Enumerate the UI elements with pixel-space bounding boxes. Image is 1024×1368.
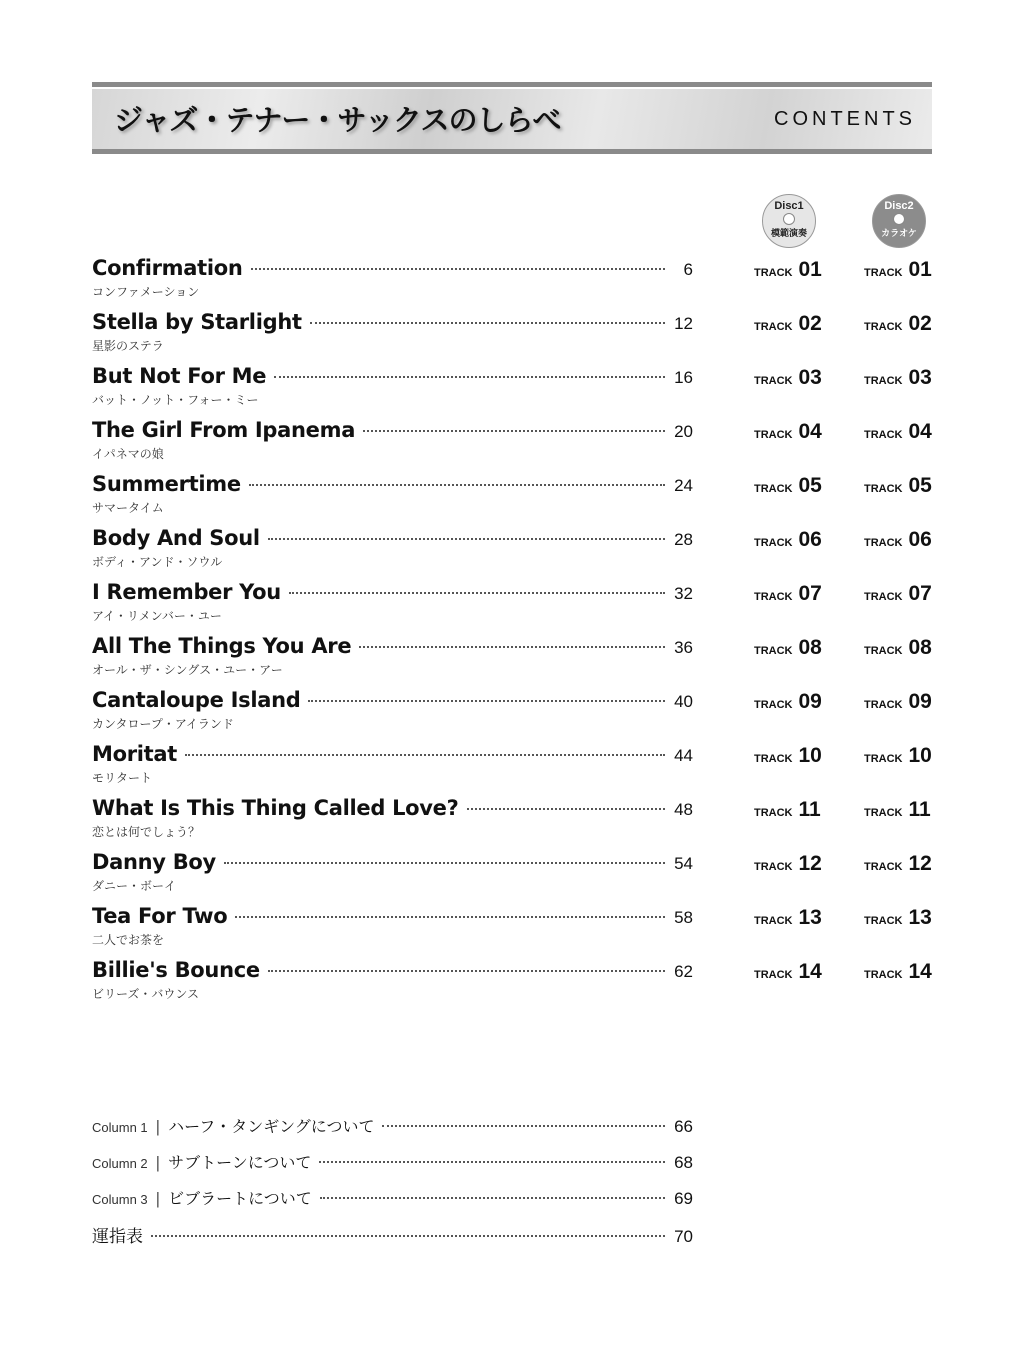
track-label: TRACK: [754, 861, 793, 873]
track-label: TRACK: [754, 429, 793, 441]
disc1-track: [754, 258, 822, 282]
song-japanese-title: 二人でお茶を: [92, 933, 165, 947]
track-label: TRACK: [864, 267, 903, 279]
song-title: Summertime: [92, 472, 241, 496]
song-title: Billie's Bounce: [92, 958, 260, 982]
song-entry: [92, 418, 934, 472]
track-number: 01: [798, 258, 822, 281]
song-title: Moritat: [92, 742, 178, 766]
page-number: 12: [674, 314, 693, 333]
page-number: 40: [674, 692, 693, 711]
song-entry: [92, 580, 934, 634]
header-banner: [92, 82, 932, 154]
disc2-track: [864, 852, 932, 876]
column-label: Column 2: [92, 1156, 148, 1171]
song-entry: [92, 688, 934, 742]
track-number: 06: [798, 528, 822, 551]
song-line: [92, 904, 693, 928]
song-line: [92, 526, 693, 550]
dot-leader: [274, 376, 665, 378]
song-line: [92, 796, 693, 820]
track-number: 03: [798, 366, 822, 389]
disc1-track: [754, 798, 821, 822]
song-entry: [92, 904, 934, 958]
song-title: What Is This Thing Called Love?: [92, 796, 459, 820]
page-number: 20: [674, 422, 693, 441]
song-entry: [92, 526, 934, 580]
song-japanese-title: バット・ノット・フォー・ミー: [92, 393, 259, 407]
disc2-track: [864, 798, 931, 822]
column-label: Column 3: [92, 1192, 148, 1207]
track-label: TRACK: [864, 537, 903, 549]
song-japanese-title: ボディ・アンド・ソウル: [92, 555, 223, 569]
dot-leader: [224, 862, 665, 864]
song-title: Body And Soul: [92, 526, 260, 550]
song-entry: [92, 256, 934, 310]
dot-leader: [319, 1161, 665, 1163]
disc2-track: [864, 312, 932, 336]
song-entry: [92, 796, 934, 850]
fingering-title: 運指表: [92, 1227, 143, 1247]
track-label: TRACK: [754, 321, 793, 333]
track-label: TRACK: [754, 537, 793, 549]
disc2-track: [864, 960, 932, 984]
disc2-icon: [872, 194, 926, 248]
dot-leader: [308, 700, 665, 702]
track-label: TRACK: [864, 915, 903, 927]
dot-leader: [151, 1235, 665, 1237]
column-title: ビブラートについて: [168, 1189, 312, 1208]
track-label: TRACK: [864, 645, 903, 657]
disc1-track: [754, 636, 822, 660]
track-label: TRACK: [864, 753, 903, 765]
dot-leader: [382, 1125, 665, 1127]
song-entry: [92, 742, 934, 796]
page-number: 6: [683, 260, 693, 279]
disc2-track: [864, 258, 932, 282]
track-number: 07: [908, 582, 932, 605]
track-label: TRACK: [864, 969, 903, 981]
disc-label: Disc2: [884, 200, 914, 212]
song-line: [92, 580, 693, 604]
song-title: All The Things You Are: [92, 634, 352, 658]
book-title: ジャズ・テナー・サックスのしらべ: [114, 103, 561, 137]
page-number: 58: [674, 908, 693, 927]
disc1-icon: [762, 194, 816, 248]
song-entry: [92, 634, 934, 688]
track-number: 09: [798, 690, 822, 713]
song-title: I Remember You: [92, 580, 281, 604]
dot-leader: [467, 808, 666, 810]
dot-leader: [251, 268, 665, 270]
dot-leader: [359, 646, 665, 648]
song-title: Danny Boy: [92, 850, 216, 874]
page-number: 69: [674, 1189, 693, 1208]
track-label: TRACK: [754, 969, 793, 981]
song-title: Tea For Two: [92, 904, 228, 928]
page-number: 16: [674, 368, 693, 387]
page-number: 54: [674, 854, 693, 873]
song-line: [92, 850, 693, 874]
disc-hole: [783, 213, 795, 225]
track-number: 07: [798, 582, 822, 605]
track-label: TRACK: [864, 375, 903, 387]
song-line: [92, 634, 693, 658]
track-number: 11: [908, 798, 931, 821]
dot-leader: [249, 484, 665, 486]
track-number: 08: [798, 636, 822, 659]
disc2-track: [864, 474, 932, 498]
track-label: TRACK: [754, 645, 793, 657]
track-label: TRACK: [864, 699, 903, 711]
disc1-track: [754, 582, 822, 606]
track-number: 04: [908, 420, 932, 443]
song-entry: [92, 958, 934, 1012]
page-number: 28: [674, 530, 693, 549]
song-line: [92, 256, 693, 280]
disc2-track: [864, 366, 932, 390]
track-label: TRACK: [864, 807, 903, 819]
song-entry: [92, 310, 934, 364]
contents-label: CONTENTS: [774, 108, 916, 130]
song-line: [92, 472, 693, 496]
page-number: 36: [674, 638, 693, 657]
disc-hole: [893, 213, 905, 225]
disc2-track: [864, 582, 932, 606]
track-label: TRACK: [754, 915, 793, 927]
disc1-track: [754, 420, 822, 444]
track-number: 14: [908, 960, 932, 983]
track-number: 13: [798, 906, 822, 929]
dot-leader: [289, 592, 665, 594]
song-title: Stella by Starlight: [92, 310, 302, 334]
disc1-track: [754, 690, 822, 714]
disc-sub: 模範演奏: [770, 228, 807, 238]
disc2-track: [864, 636, 932, 660]
track-label: TRACK: [754, 699, 793, 711]
disc2-track: [864, 420, 932, 444]
dot-leader: [185, 754, 665, 756]
dot-leader: [235, 916, 665, 918]
song-line: [92, 742, 693, 766]
track-label: TRACK: [754, 807, 793, 819]
song-title: The Girl From Ipanema: [92, 418, 356, 442]
page-number: 24: [674, 476, 693, 495]
header-top-rule: [92, 82, 932, 87]
column-title: ハーフ・タンギングについて: [168, 1117, 375, 1136]
disc1-track: [754, 960, 822, 984]
song-line: [92, 364, 693, 388]
track-number: 14: [798, 960, 822, 983]
disc1-track: [754, 744, 822, 768]
track-label: TRACK: [864, 861, 903, 873]
track-label: TRACK: [864, 591, 903, 603]
track-number: 10: [798, 744, 822, 767]
track-number: 02: [908, 312, 932, 335]
song-japanese-title: モリタート: [92, 771, 153, 785]
column-title: サブトーンについて: [168, 1153, 312, 1172]
song-title: Confirmation: [92, 256, 243, 280]
disc1-track: [754, 474, 822, 498]
disc-sub: カラオケ: [881, 228, 917, 238]
track-label: TRACK: [864, 429, 903, 441]
header-bottom-rule: [92, 149, 932, 154]
track-number: 05: [908, 474, 932, 497]
song-japanese-title: ビリーズ・バウンス: [92, 987, 200, 1001]
disc1-track: [754, 906, 822, 930]
song-line: [92, 310, 693, 334]
song-japanese-title: 恋とは何でしょう？: [92, 825, 201, 839]
track-number: 10: [908, 744, 932, 767]
dot-leader: [310, 322, 665, 324]
track-number: 02: [798, 312, 822, 335]
page-number: 48: [674, 800, 693, 819]
separator: |: [155, 1117, 161, 1136]
track-number: 12: [798, 852, 822, 875]
song-entry: [92, 364, 934, 418]
song-japanese-title: イパネマの娘: [92, 447, 164, 461]
dot-leader: [268, 970, 665, 972]
column-entry: [92, 1150, 693, 1173]
separator: |: [155, 1153, 161, 1172]
dot-leader: [363, 430, 665, 432]
song-japanese-title: オール・ザ・シングス・ユー・アー: [92, 663, 283, 677]
song-entry: [92, 472, 934, 526]
track-label: TRACK: [754, 483, 793, 495]
song-entry: [92, 850, 934, 904]
track-label: TRACK: [754, 591, 793, 603]
song-japanese-title: カンタロープ・アイランド: [92, 717, 234, 731]
disc2-track: [864, 528, 932, 552]
track-label: TRACK: [864, 321, 903, 333]
page-number: 62: [674, 962, 693, 981]
disc2-track: [864, 906, 932, 930]
separator: |: [155, 1189, 161, 1208]
song-japanese-title: 星影のステラ: [92, 339, 164, 353]
song-japanese-title: ダニー・ボーイ: [92, 879, 177, 893]
song-title: But Not For Me: [92, 364, 267, 388]
song-japanese-title: アイ・リメンバー・ユー: [92, 609, 222, 623]
track-number: 06: [908, 528, 932, 551]
page-number: 68: [674, 1153, 693, 1172]
disc-label: Disc1: [774, 200, 804, 212]
track-label: TRACK: [754, 267, 793, 279]
song-title: Cantaloupe Island: [92, 688, 301, 712]
disc1-track: [754, 366, 822, 390]
page-number: 32: [674, 584, 693, 603]
column-entry: [92, 1114, 693, 1137]
column-entry: [92, 1186, 693, 1209]
track-number: 13: [908, 906, 932, 929]
song-japanese-title: サマータイム: [92, 501, 164, 515]
song-line: [92, 688, 693, 712]
fingering-chart-entry: [92, 1222, 693, 1247]
disc1-track: [754, 312, 822, 336]
song-japanese-title: コンファメーション: [92, 285, 200, 299]
disc1-track: [754, 528, 822, 552]
track-number: 01: [908, 258, 932, 281]
track-number: 08: [908, 636, 932, 659]
track-number: 03: [908, 366, 932, 389]
track-number: 12: [908, 852, 932, 875]
track-number: 11: [798, 798, 821, 821]
dot-leader: [268, 538, 665, 540]
track-label: TRACK: [754, 375, 793, 387]
track-number: 09: [908, 690, 932, 713]
page-number: 70: [674, 1227, 693, 1246]
track-number: 04: [798, 420, 822, 443]
column-label: Column 1: [92, 1120, 148, 1135]
page-number: 44: [674, 746, 693, 765]
song-line: [92, 958, 693, 982]
track-number: 05: [798, 474, 822, 497]
track-label: TRACK: [754, 753, 793, 765]
track-label: TRACK: [864, 483, 903, 495]
disc2-track: [864, 744, 932, 768]
song-line: [92, 418, 693, 442]
page-number: 66: [674, 1117, 693, 1136]
disc1-track: [754, 852, 822, 876]
disc2-track: [864, 690, 932, 714]
dot-leader: [320, 1197, 665, 1199]
